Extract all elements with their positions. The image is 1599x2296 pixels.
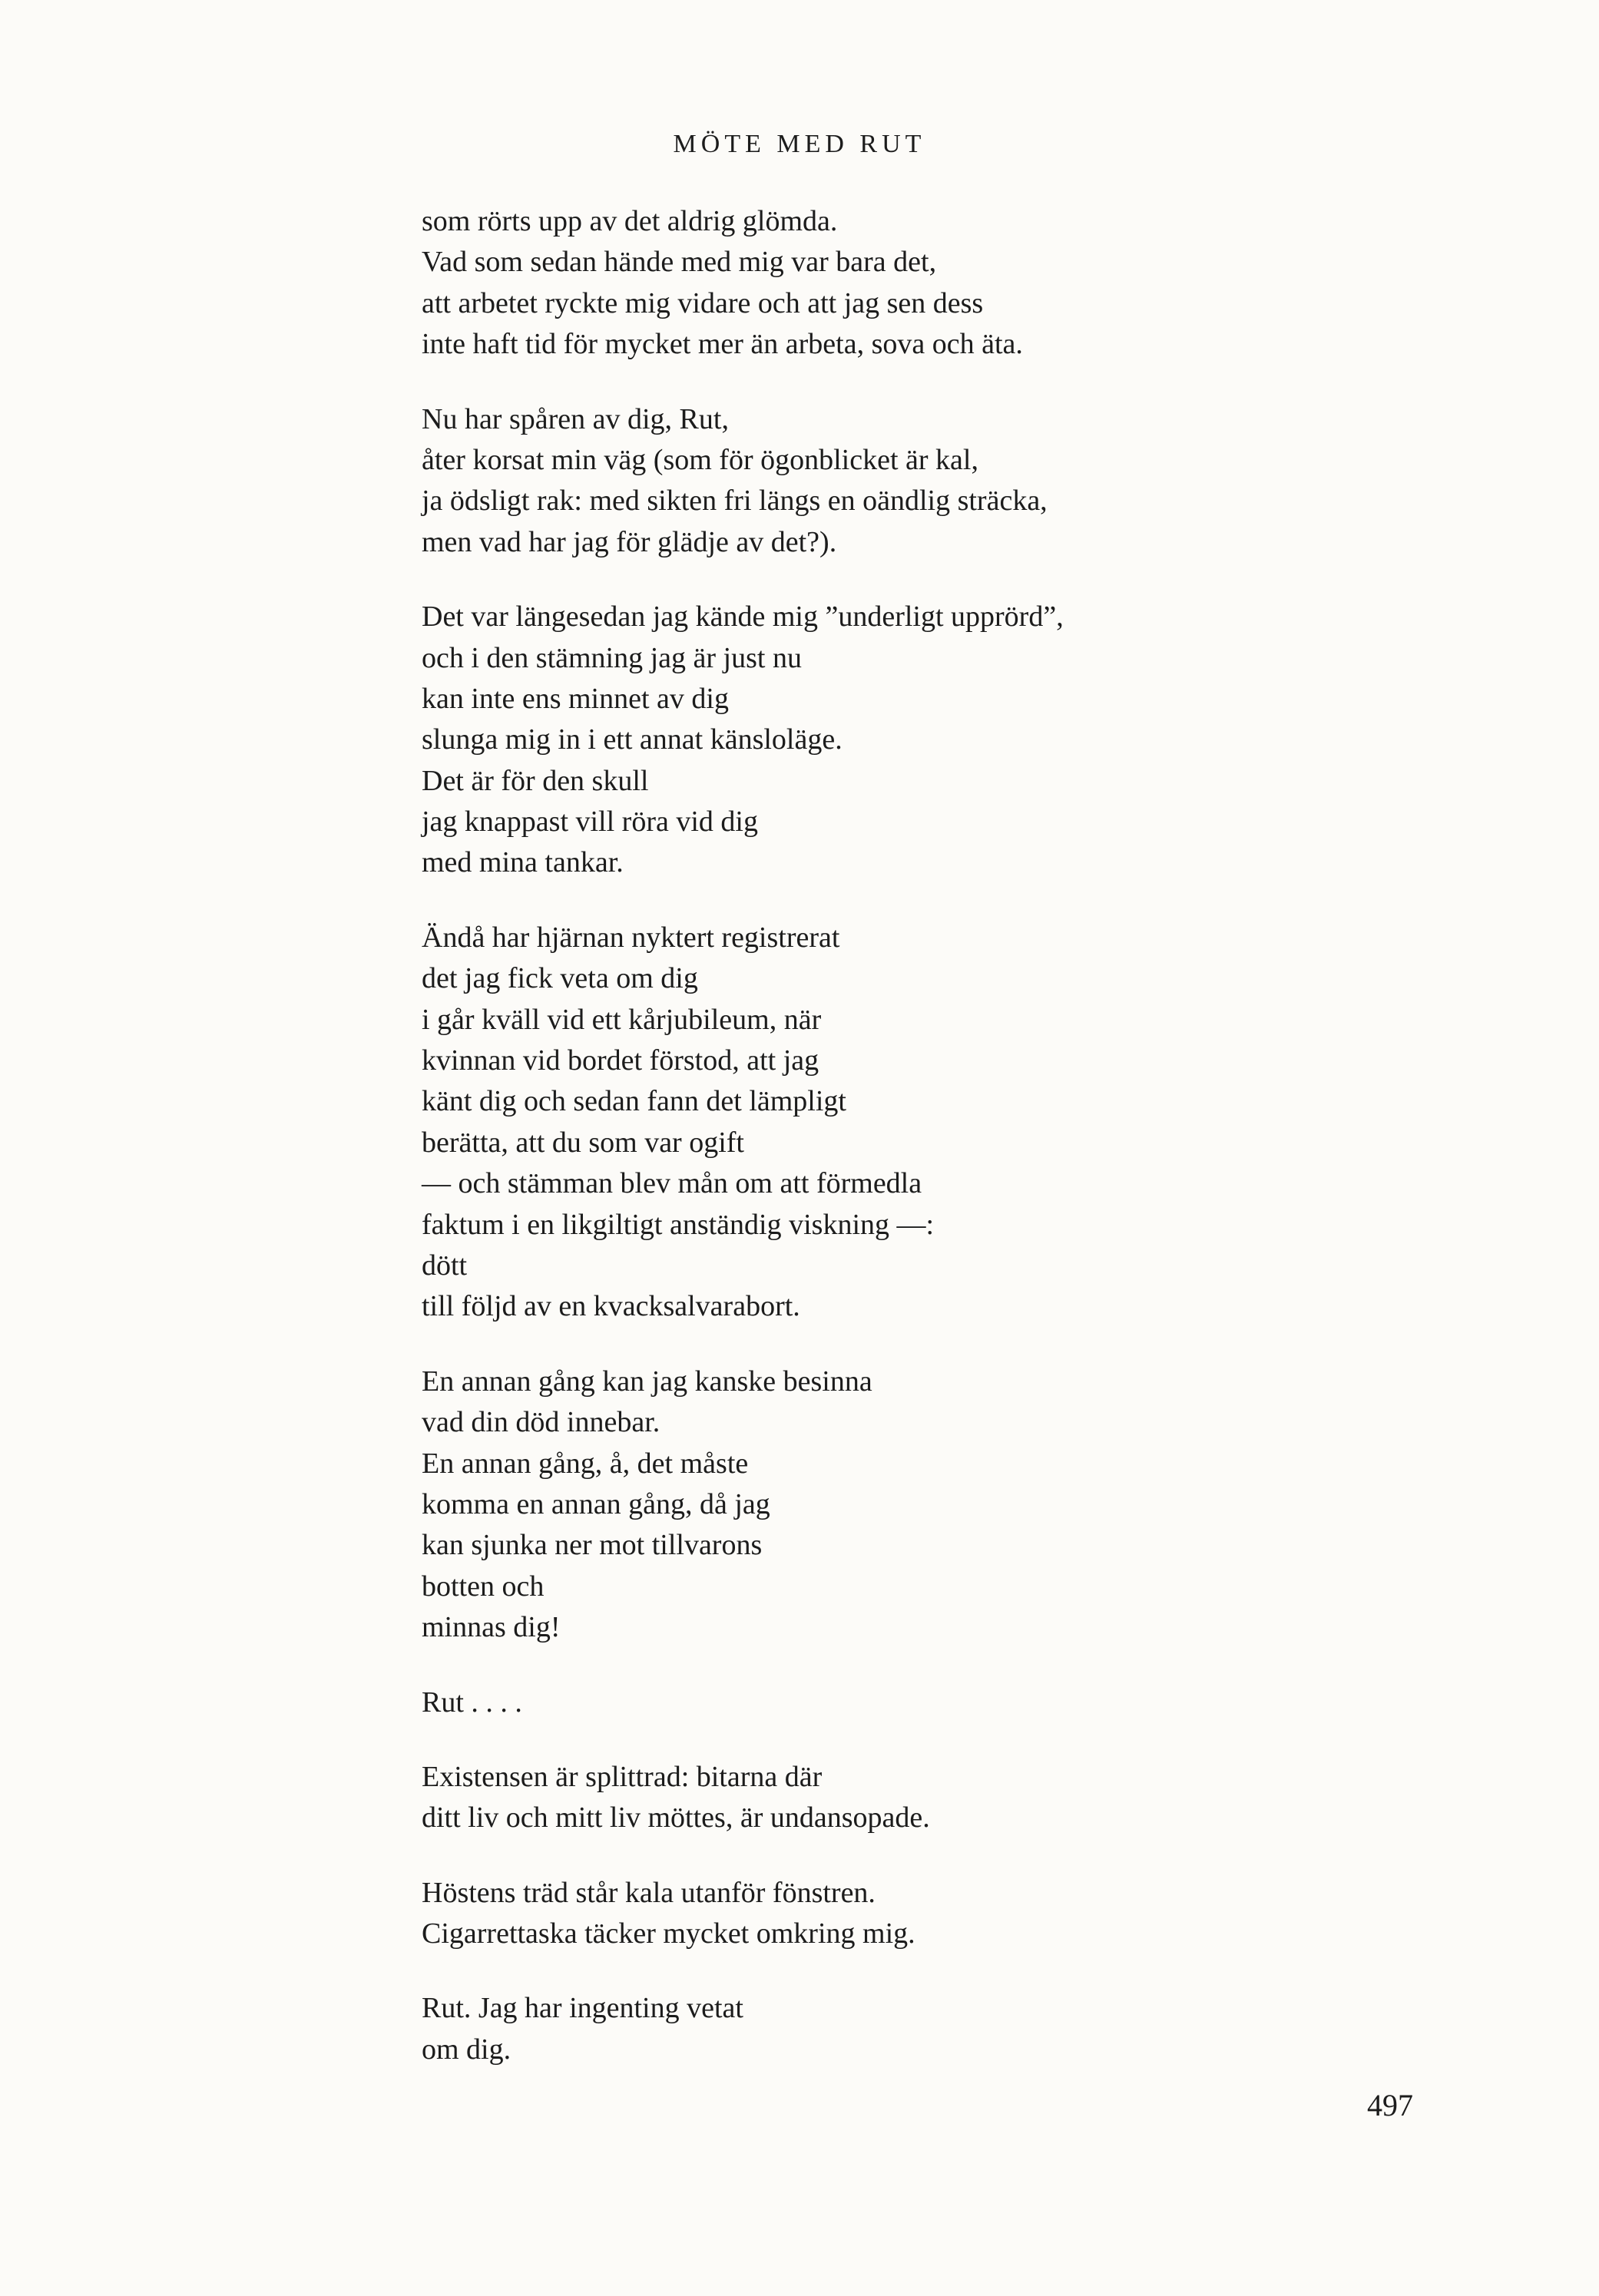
stanza xyxy=(422,1757,1266,1839)
running-head: MÖTE MED RUT xyxy=(673,130,926,158)
poem-line: Rut. Jag har ingenting vetat xyxy=(422,1992,743,2025)
poem-line: att arbetet ryckte mig vidare och att jag sen dess xyxy=(422,286,984,319)
poem-line: minnas dig! xyxy=(422,1611,561,1644)
poem-line: om dig. xyxy=(422,2033,511,2066)
stanza xyxy=(422,1682,1266,1723)
poem-line: Det är för den skull xyxy=(422,764,649,797)
poem-line: Existensen är splittrad: bitarna där xyxy=(422,1760,823,1793)
stanza xyxy=(422,399,1266,564)
poem-line: inte haft tid för mycket mer än arbeta, sova och äta. xyxy=(422,328,1023,361)
poem-line: faktum i en likgiltigt anständig viskning —: xyxy=(422,1208,935,1241)
stanza xyxy=(422,1361,1266,1649)
poem-line: dött xyxy=(422,1249,468,1282)
stanza xyxy=(422,597,1266,884)
poem-line: Vad som sedan hände med mig var bara det, xyxy=(422,246,937,279)
poem-line: i går kväll vid ett kårjubileum, när xyxy=(422,1003,822,1036)
stanza xyxy=(422,201,1266,366)
poem-line: känt dig och sedan fann det lämpligt xyxy=(422,1085,846,1118)
poem-line: vad din död innebar. xyxy=(422,1406,660,1439)
poem-line: Höstens träd står kala utanför fönstren. xyxy=(422,1876,876,1909)
poem-line: komma en annan gång, då jag xyxy=(422,1487,770,1520)
poem-line: till följd av en kvacksalvarabort. xyxy=(422,1290,800,1323)
poem-line: kan inte ens minnet av dig xyxy=(422,682,729,715)
poem-line: Det var längesedan jag kände mig ”underligt upprörd”, xyxy=(422,600,1064,634)
poem-line: ditt liv och mitt liv möttes, är undansopade. xyxy=(422,1801,930,1834)
poem-line: — och stämman blev mån om att förmedla xyxy=(422,1167,922,1200)
stanza xyxy=(422,918,1266,1328)
poem-line: kan sjunka ner mot tillvarons xyxy=(422,1529,763,1562)
poem-line: det jag fick veta om dig xyxy=(422,962,698,995)
poem-line: kvinnan vid bordet förstod, att jag xyxy=(422,1044,819,1077)
poem-line: som rörts upp av det aldrig glömda. xyxy=(422,205,838,237)
stanza xyxy=(422,1988,1266,2070)
poem-line: Nu har spåren av dig, Rut, xyxy=(422,402,729,435)
poem-line: Rut . . . . xyxy=(422,1686,522,1719)
poem-line: botten och xyxy=(422,1570,545,1603)
poem-line: slunga mig in i ett annat känsloläge. xyxy=(422,723,843,756)
poem-line: och i den stämning jag är just nu xyxy=(422,641,802,674)
poem-line: jag knappast vill röra vid dig xyxy=(422,806,758,839)
poem-line: Cigarrettaska täcker mycket omkring mig. xyxy=(422,1917,915,1950)
poem-line: ja ödsligt rak: med sikten fri längs en oändlig sträcka, xyxy=(422,485,1048,518)
poem-line: åter korsat min väg (som för ögonblicket är kal, xyxy=(422,443,978,476)
poem-line: med mina tankar. xyxy=(422,846,624,879)
poem-line: berätta, att du som var ogift xyxy=(422,1126,744,1159)
poem-line: Ändå har hjärnan nyktert registrerat xyxy=(422,921,840,954)
poem-line: En annan gång kan jag kanske besinna xyxy=(422,1365,872,1398)
page-number: 497 xyxy=(1367,2088,1413,2122)
poem-line: men vad har jag för glädje av det?). xyxy=(422,525,837,558)
poem-body xyxy=(422,201,1266,2104)
stanza xyxy=(422,1873,1266,1955)
poem-line: En annan gång, å, det måste xyxy=(422,1447,749,1480)
